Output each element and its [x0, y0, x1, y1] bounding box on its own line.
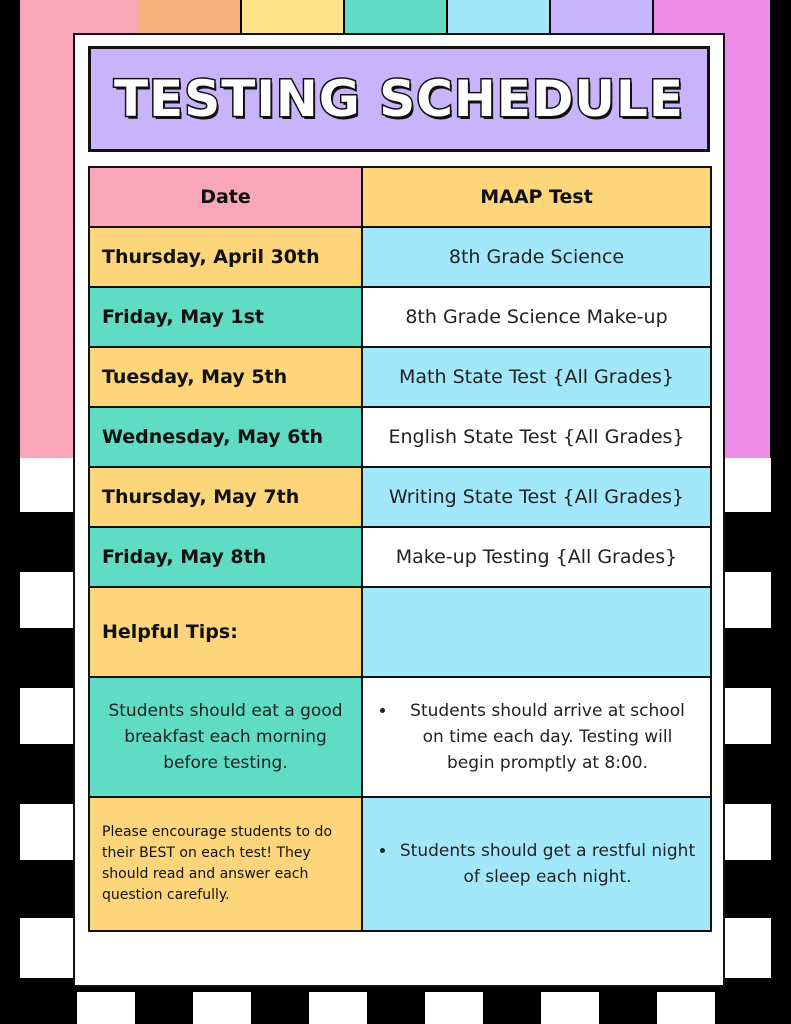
- tips-row: [89, 797, 711, 931]
- tips-row: [89, 677, 711, 797]
- schedule-table: [88, 166, 712, 932]
- row-date: Tuesday, May 5th: [89, 347, 362, 407]
- tip-encourage: Please encourage students to do their BEST on each test! They should read and answer each question carefully.: [89, 797, 362, 931]
- checker-square: [724, 688, 771, 744]
- column-header-date: Date: [89, 167, 362, 227]
- checker-square: [724, 918, 771, 978]
- checker-square: [20, 804, 74, 860]
- checker-square: [20, 688, 74, 744]
- table-row: [89, 527, 711, 587]
- tip-breakfast: Students should eat a good breakfast each morning before testing.: [89, 677, 362, 797]
- title-banner: [88, 46, 710, 152]
- row-test: Make-up Testing {All Grades}: [362, 527, 711, 587]
- row-test: Math State Test {All Grades}: [362, 347, 711, 407]
- checker-square: [724, 804, 771, 860]
- checker-square: [309, 992, 367, 1024]
- row-date: Thursday, April 30th: [89, 227, 362, 287]
- tips-empty-cell: [362, 587, 711, 677]
- page-title: TESTING SCHEDULE: [113, 70, 685, 128]
- table-row: [89, 467, 711, 527]
- row-date: Friday, May 1st: [89, 287, 362, 347]
- checker-square: [724, 572, 771, 628]
- checker-square: [77, 992, 135, 1024]
- tips-header-row: [89, 587, 711, 677]
- checker-square: [724, 458, 771, 512]
- checker-square: [425, 992, 483, 1024]
- tip-list: [375, 838, 698, 890]
- column-header-test: MAAP Test: [362, 167, 711, 227]
- row-date: Friday, May 8th: [89, 527, 362, 587]
- table-row: [89, 227, 711, 287]
- table-row: [89, 347, 711, 407]
- table-row: [89, 287, 711, 347]
- row-date: Wednesday, May 6th: [89, 407, 362, 467]
- checker-square: [657, 992, 715, 1024]
- row-test: English State Test {All Grades}: [362, 407, 711, 467]
- row-test: 8th Grade Science: [362, 227, 711, 287]
- checker-square: [20, 572, 74, 628]
- row-date: Thursday, May 7th: [89, 467, 362, 527]
- checker-square: [20, 458, 74, 512]
- tip-sleep-cell: [362, 797, 711, 931]
- tip-arrive: • Students should arrive at school on time each day. Testing will begin promptly at 8:00.: [397, 698, 698, 776]
- tip-arrive-cell: [362, 677, 711, 797]
- tip-list: [375, 698, 698, 776]
- tip-sleep: • Students should get a restful night of sleep each night.: [397, 838, 698, 890]
- table-row: [89, 407, 711, 467]
- table-header-row: [89, 167, 711, 227]
- checker-square: [20, 918, 74, 978]
- checker-square: [193, 992, 251, 1024]
- tips-label: Helpful Tips:: [89, 587, 362, 677]
- row-test: 8th Grade Science Make-up: [362, 287, 711, 347]
- checker-square: [541, 992, 599, 1024]
- row-test: Writing State Test {All Grades}: [362, 467, 711, 527]
